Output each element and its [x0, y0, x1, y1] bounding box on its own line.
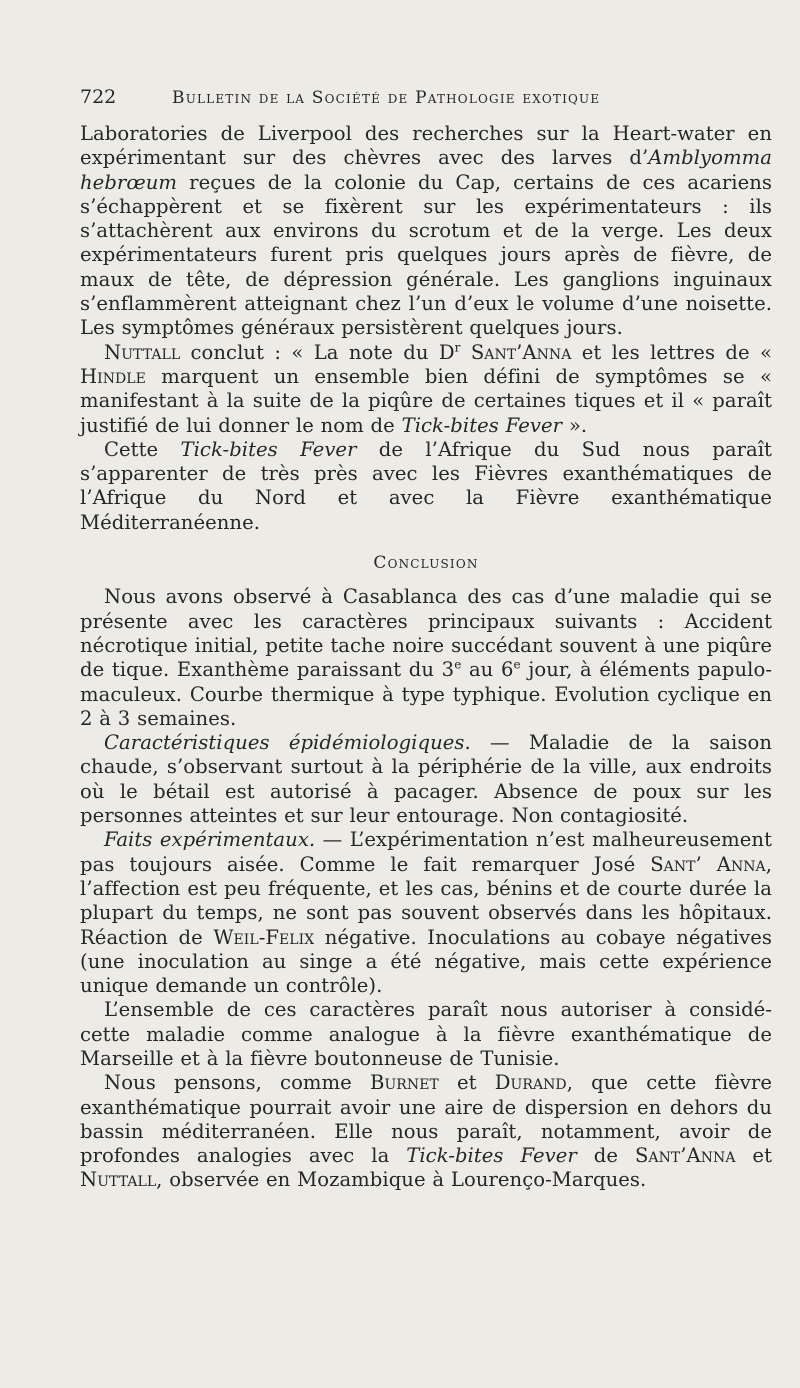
running-title: Bulletin de la Société de Pathologie exotique — [172, 88, 601, 108]
superscript: e — [513, 657, 521, 672]
author-name: Nuttall — [104, 340, 181, 364]
paragraph-label: Faits expérimentaux. — [104, 828, 316, 852]
text-run: et — [438, 1071, 495, 1095]
paragraph-3 — [80, 438, 772, 535]
text-run: , observée en Mozambique à Lourenço-Marques. — [156, 1168, 647, 1192]
text-run: et — [735, 1144, 773, 1168]
text-run: Nous avons observé à Casablanca des cas d’une maladie qui se présente avec les caractères principaux suivants : Accident nécrotique initial, petite tache noire succédant souvent à une piqûre de tique. Exanthème paraissant du 3 — [80, 585, 772, 682]
text-run: , que cette fièvre exanthématique pourrait avoir une aire de dispersion en dehors du bassin méditerranéen. Elle nous paraît, notamment, avoir de profondes analogies avec la — [80, 1071, 772, 1168]
paragraph-6 — [80, 828, 772, 998]
disease-name: Tick-bites Fever — [406, 1144, 577, 1168]
test-name: Weil-Felix — [213, 925, 315, 949]
text-run: Laboratories de Liverpool des recherches sur la Heart-water en expérimentant sur des chèvres avec des larves d’ — [80, 122, 772, 170]
text-run: conclut : « La note du D — [180, 340, 455, 364]
section-heading: Conclusion — [373, 553, 479, 574]
paragraph-1 — [80, 122, 772, 341]
author-name: Burnet — [370, 1071, 439, 1095]
paragraph-4 — [80, 585, 772, 731]
author-name: Durand — [494, 1071, 567, 1095]
page-header — [80, 86, 772, 120]
author-name: Sant’Anna — [470, 340, 572, 364]
paragraph-5 — [80, 731, 772, 828]
paragraph-label: Caractéristiques épidémiologiques. — [104, 731, 471, 755]
text-run: — Maladie de la saison chaude, s’observant surtout à la périphérie de la ville, aux endroits où le bétail est autorisé à pacager. Absence de poux sur les personnes atteintes et sur leur entourage. Non contagiosité. — [80, 731, 772, 828]
author-name: Sant’Anna — [634, 1144, 736, 1168]
paragraph-8 — [80, 1071, 772, 1192]
text-run: reçues de la colonie du Cap, certains de ces acariens s’échappèrent et se fixèrent sur les expérimentateurs : ils s’attachèrent aux environs du scrotum et de la verge. Les deux expérimentateurs furent pris quelques jours après de fièvre, de maux de tête, de dépression générale. Les ganglions inguinaux s’enflammèrent atteignant chez l’un d’eux le volume d’une noisette. Les symptômes généraux persistèrent quelques jours. — [80, 170, 772, 340]
text-run: Nous pensons, comme — [104, 1071, 370, 1095]
paragraph-7 — [80, 998, 772, 1071]
disease-name: Tick-bites Fever — [401, 413, 563, 437]
disease-name: Tick-bites Fever — [180, 437, 357, 461]
text-run: jour, à éléments papulo-maculeux. Courbe thermique à type typhique. Evolution cyclique en 2 à 3 semaines. — [80, 658, 772, 730]
superscript: r — [454, 340, 461, 355]
text-run: négative. Inoculations au cobaye négatives (une inoculation au singe a été négative, mais cette expérience unique demande un contrôle). — [80, 925, 772, 998]
text-run: de l’Afrique du Sud nous paraît s’apparenter de très près avec les Fièvres exanthématiques de l’Afrique du Nord et avec la Fièvre exanthématique Méditerranéenne. — [80, 437, 772, 534]
text-run: de — [576, 1144, 635, 1168]
paragraph-2 — [80, 341, 772, 438]
text-run: L’ensemble de ces caractères paraît nous autoriser à considé- cette maladie comme analogue à la fièvre exanthématique de Marseille et à la fièvre boutonneuse de Tunisie. — [80, 998, 772, 1070]
species-name: Amblyomma hebrœum — [80, 146, 772, 194]
text-run: ». — [562, 413, 588, 437]
author-name: Hindle — [80, 364, 146, 388]
text-run: — L’expérimentation n’est malheureusement pas toujours aisée. Comme le fait remarquer José — [80, 828, 772, 876]
superscript: e — [454, 657, 462, 672]
text-run: au 6 — [461, 658, 514, 682]
body-text — [80, 122, 772, 1193]
text-run: marquent un ensemble bien défini de symptômes se « manifestant à la suite de la piqûre de certaines tiques et il « paraît justifié de lui donner le nom de — [80, 364, 772, 437]
text-run: , l’affection est peu fréquente, et les cas, bénins et de courte durée la plupart du temps, ne sont pas souvent observés dans les hôpitaux. Réaction de — [80, 852, 772, 949]
author-name: Nuttall — [80, 1168, 157, 1192]
author-name: Sant’ Anna — [650, 852, 766, 876]
text-run: Cette — [104, 437, 181, 461]
page-number: 722 — [80, 86, 117, 108]
text-run: et les lettres de « — [571, 340, 773, 364]
